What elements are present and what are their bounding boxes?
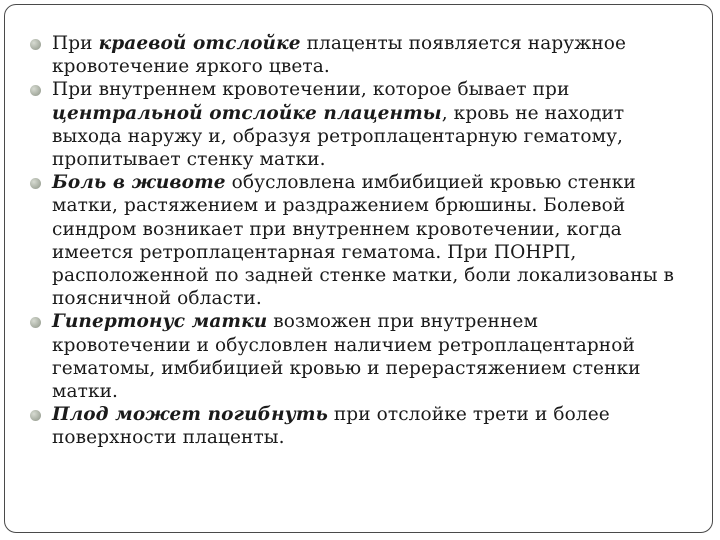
bullet-item-uterine-hypertonus [28,310,678,403]
text-run: При [52,33,99,54]
text-run: При внутреннем кровотечении, которое бывает при [52,79,570,101]
bullet-text [52,172,674,309]
bullet-text [52,33,626,77]
bullet-icon [30,410,41,421]
bullet-list [28,32,678,450]
bullet-icon [30,178,41,189]
bullet-item-abdominal-pain [28,171,678,310]
text-run: , кровь не находит выхода наружу и, образуя ретроплацентарную гематому, пропитывает стенку матки. [52,102,625,171]
bullet-text [52,79,624,170]
bullet-icon [30,39,41,50]
bullet-text [52,311,641,402]
emphasis-text: Плод может погибнуть [52,404,328,426]
text-run: плаценты появляется наружное кровотечение яркого цвета. [52,33,627,78]
bullet-icon [30,85,41,96]
emphasis-text: Боль в животе [52,172,226,194]
text-run: обусловлена имбибицией кровью стенки матки, растяжением и раздражением брюшины. Болевой синдром возникает при внутреннем кровотечении, когда имеется ретроплацентарная гематома. При ПОНРП, расположенной по задней стенке матки, боли локализованы в поясничной области. [52,172,675,310]
bullet-item-fetal-death [28,403,678,449]
emphasis-text: центральной отслойке плаценты [52,102,442,124]
emphasis-text: Гипертонус матки [52,311,268,333]
bullet-item-marginal-abruption [28,32,678,78]
bullet-item-central-abruption [28,78,678,171]
text-run: возможен при внутреннем кровотечении и обусловлен наличием ретроплацентарной гематомы, имбибицией кровью и перерастяжением стенки матки. [52,311,641,403]
emphasis-text: краевой отслойке [98,33,301,54]
bullet-text [52,404,610,448]
text-run: при отслойке трети и более поверхности плаценты. [52,404,610,449]
bullet-icon [30,317,41,328]
